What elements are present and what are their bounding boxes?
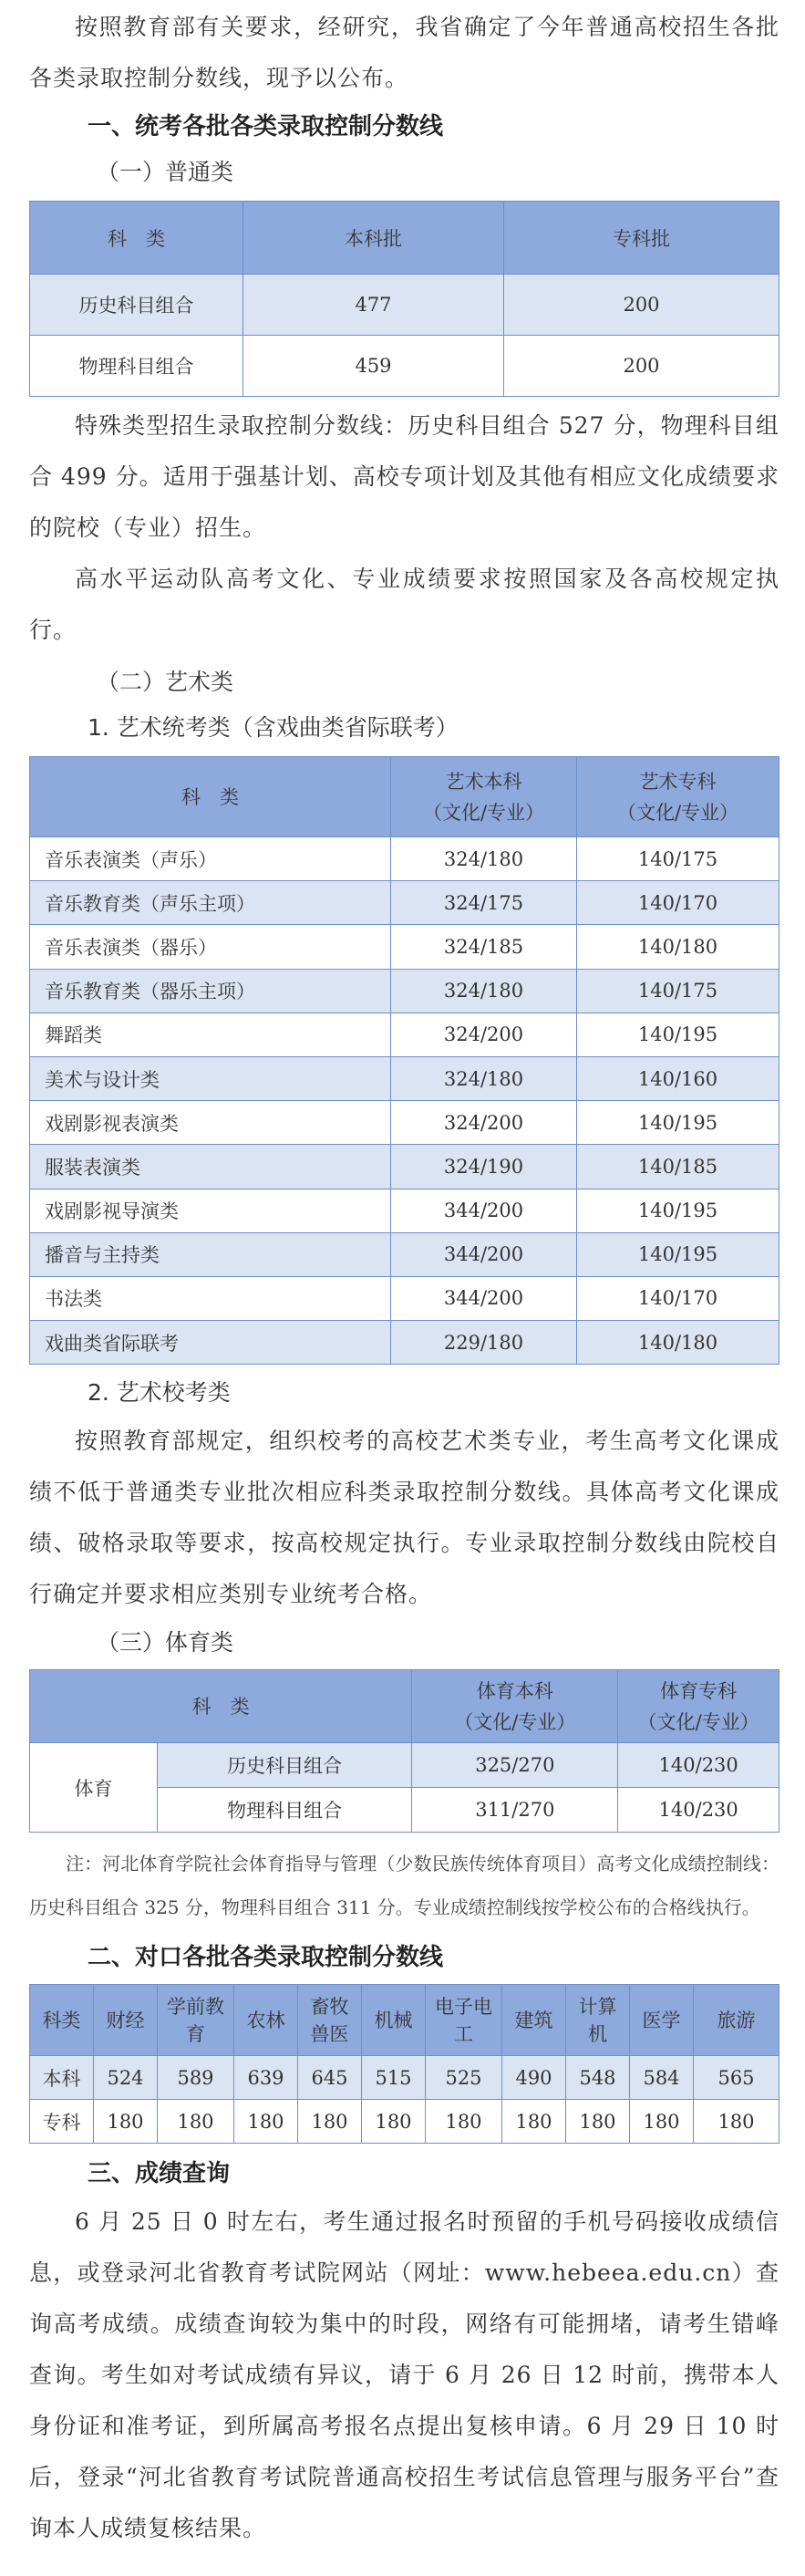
table-cell: 324/180 [391, 837, 577, 881]
vocational-cutoff-table [29, 1984, 779, 2144]
sport-note: 注：河北体育学院社会体育指导与管理（少数民族传统体育项目）高考文化成绩控制线：历史科目组合 325 分，物理科目组合 311 分。专业成绩控制线按学校公布的合格线执行。 [29, 1853, 779, 1919]
table-header: 艺术专科 （文化/专业） [577, 757, 779, 837]
table-row [30, 336, 779, 397]
table-cell: 311/270 [412, 1788, 618, 1833]
table-cell: 140/170 [577, 881, 779, 925]
table-row [30, 837, 779, 881]
table-row [30, 969, 779, 1013]
table-header: 科 类 [30, 757, 391, 837]
table-cell: 180 [566, 2100, 630, 2144]
table-header: 旅游 [694, 1985, 779, 2056]
table-cell: 舞蹈类 [30, 1013, 391, 1056]
table-cell: 140/195 [577, 1232, 779, 1276]
table-cell: 服装表演类 [30, 1145, 391, 1189]
table-row [30, 925, 779, 969]
table-cell: 物理科目组合 [30, 336, 243, 397]
table-header: 本科批 [243, 202, 504, 275]
art-cutoff-table [29, 756, 779, 1365]
table-row [30, 1189, 779, 1232]
table-cell: 音乐教育类（器乐主项） [30, 969, 391, 1013]
table-cell: 584 [630, 2056, 694, 2100]
table-row [30, 1145, 779, 1189]
table-cell: 140/180 [577, 925, 779, 969]
table-cell: 477 [243, 275, 504, 336]
table-row [30, 1232, 779, 1276]
table-header: 畜牧兽医 [298, 1985, 362, 2056]
table-cell: 180 [158, 2100, 234, 2144]
table-cell: 美术与设计类 [30, 1056, 391, 1100]
table-cell: 180 [630, 2100, 694, 2144]
table-row [30, 275, 779, 336]
table-cell: 229/180 [391, 1321, 577, 1365]
table-cell: 播音与主持类 [30, 1232, 391, 1276]
table-cell: 645 [298, 2056, 362, 2100]
table-row [30, 1013, 779, 1056]
table-cell: 324/200 [391, 1013, 577, 1056]
table-cell: 200 [504, 275, 779, 336]
table-cell: 344/200 [391, 1276, 577, 1320]
table-row [30, 1743, 779, 1788]
table-cell: 180 [694, 2100, 779, 2144]
table-cell: 548 [566, 2056, 630, 2100]
table-cell: 324/185 [391, 925, 577, 969]
table-cell: 344/200 [391, 1189, 577, 1232]
subsection-sport-heading: （三）体育类 [97, 1629, 234, 1657]
table-cell: 200 [504, 336, 779, 397]
table-row [30, 1321, 779, 1365]
table-cell: 音乐教育类（声乐主项） [30, 881, 391, 925]
table-cell: 180 [298, 2100, 362, 2144]
table-cell: 历史科目组合 [158, 1743, 412, 1788]
table-row [30, 881, 779, 925]
table-cell: 140/175 [577, 837, 779, 881]
table-row [30, 2100, 779, 2144]
table-cell: 戏剧影视导演类 [30, 1189, 391, 1232]
subsection-general-heading: （一）普通类 [97, 159, 234, 185]
intro-paragraph: 按照教育部有关要求，经研究，我省确定了今年普通高校招生各批各类录取控制分数线，现予以公布。 [29, 14, 779, 91]
table-cell: 180 [426, 2100, 502, 2144]
table-cell: 140/195 [577, 1013, 779, 1056]
table-cell: 324/200 [391, 1101, 577, 1145]
table-cell: 525 [426, 2056, 502, 2100]
art-school-paragraph: 按照教育部规定，组织校考的高校艺术类专业，考生高考文化课成绩不低于普通类专业批次相应科类录取控制分数线。具体高考文化课成绩、破格录取等要求，按高校规定执行。专业录取控制分数线由院校自行确定并要求相应类别专业统考合格。 [29, 1428, 779, 1608]
table-cell: 524 [94, 2056, 158, 2100]
table-cell: 戏剧影视表演类 [30, 1101, 391, 1145]
table-header: 学前教育 [158, 1985, 234, 2056]
table-cell: 344/200 [391, 1232, 577, 1276]
table-row [30, 1056, 779, 1100]
table-cell: 140/230 [618, 1788, 779, 1833]
table-header: 建筑 [502, 1985, 566, 2056]
table-header: 体育本科 （文化/专业） [412, 1670, 618, 1743]
table-cell: 140/230 [618, 1743, 779, 1788]
table-header: 专科批 [504, 202, 779, 275]
table-header: 医学 [630, 1985, 694, 2056]
table-row [30, 2056, 779, 2100]
table-header: 科 类 [30, 1670, 412, 1743]
table-header: 体育专科 （文化/专业） [618, 1670, 779, 1743]
table-cell: 565 [694, 2056, 779, 2100]
table-cell: 体育 [30, 1743, 158, 1833]
table-cell: 音乐表演类（声乐） [30, 837, 391, 881]
subsection-art-heading: （二）艺术类 [97, 669, 234, 695]
sports-team-paragraph: 高水平运动队高考文化、专业成绩要求按照国家及各高校规定执行。 [29, 566, 779, 643]
section2-heading: 二、对口各批各类录取控制分数线 [88, 1944, 444, 1972]
table-cell: 324/180 [391, 1056, 577, 1100]
table-cell: 180 [502, 2100, 566, 2144]
table-cell: 音乐表演类（器乐） [30, 925, 391, 969]
table-cell: 639 [234, 2056, 298, 2100]
sport-cutoff-table [29, 1669, 779, 1833]
table-cell: 140/160 [577, 1056, 779, 1100]
table-header: 艺术本科 （文化/专业） [391, 757, 577, 837]
table-header: 电子电工 [426, 1985, 502, 2056]
table-cell: 515 [362, 2056, 426, 2100]
table-cell: 专科 [30, 2100, 94, 2144]
table-header: 计算机 [566, 1985, 630, 2056]
section3-heading: 三、成绩查询 [88, 2160, 231, 2188]
art-unified-heading: 1. 艺术统考类（含戏曲类省际联考） [88, 714, 459, 741]
table-header: 财经 [94, 1985, 158, 2056]
table-cell: 140/195 [577, 1101, 779, 1145]
table-cell: 324/180 [391, 969, 577, 1013]
table-cell: 324/175 [391, 881, 577, 925]
art-school-heading: 2. 艺术校考类 [88, 1379, 231, 1407]
special-cutoff-paragraph: 特殊类型招生录取控制分数线：历史科目组合 527 分，物理科目组合 499 分。适用于强基计划、高校专项计划及其他有相应文化成绩要求的院校（专业）招生。 [29, 412, 779, 541]
table-header: 科类 [30, 1985, 94, 2056]
table-cell: 戏曲类省际联考 [30, 1321, 391, 1365]
table-cell: 本科 [30, 2056, 94, 2100]
table-row [30, 1276, 779, 1320]
general-cutoff-table [29, 201, 779, 397]
table-cell: 140/175 [577, 969, 779, 1013]
table-cell: 180 [234, 2100, 298, 2144]
query-paragraph: 6 月 25 日 0 时左右，考生通过报名时预留的手机号码接收成绩信息，或登录河北省教育考试院网站（网址：www.hebeea.edu.cn）查询高考成绩。成绩查询较为集中的时段，网络有可能拥堵，请考生错峰查询。考生如对考试成绩有异议，请于 6 月 26 日 12 时前，携带本人身份证和准考证，到所属高考报名点提出复核申请。6 月 29 日 10 时后，登录“河北省教育考试院普通高校招生考试信息管理与服务平台”查询本人成绩复核结果。 [29, 2208, 779, 2542]
table-cell: 书法类 [30, 1276, 391, 1320]
table-cell: 459 [243, 336, 504, 397]
table-cell: 324/190 [391, 1145, 577, 1189]
table-cell: 180 [362, 2100, 426, 2144]
table-cell: 140/195 [577, 1189, 779, 1232]
table-cell: 490 [502, 2056, 566, 2100]
table-cell: 180 [94, 2100, 158, 2144]
table-cell: 589 [158, 2056, 234, 2100]
table-header: 机械 [362, 1985, 426, 2056]
table-cell: 物理科目组合 [158, 1788, 412, 1833]
table-cell: 140/180 [577, 1321, 779, 1365]
table-cell: 历史科目组合 [30, 275, 243, 336]
table-cell: 140/170 [577, 1276, 779, 1320]
table-row [30, 1101, 779, 1145]
table-cell: 140/185 [577, 1145, 779, 1189]
table-header: 科 类 [30, 202, 243, 275]
table-header: 农林 [234, 1985, 298, 2056]
table-cell: 325/270 [412, 1743, 618, 1788]
section1-heading: 一、统考各批各类录取控制分数线 [88, 113, 444, 140]
